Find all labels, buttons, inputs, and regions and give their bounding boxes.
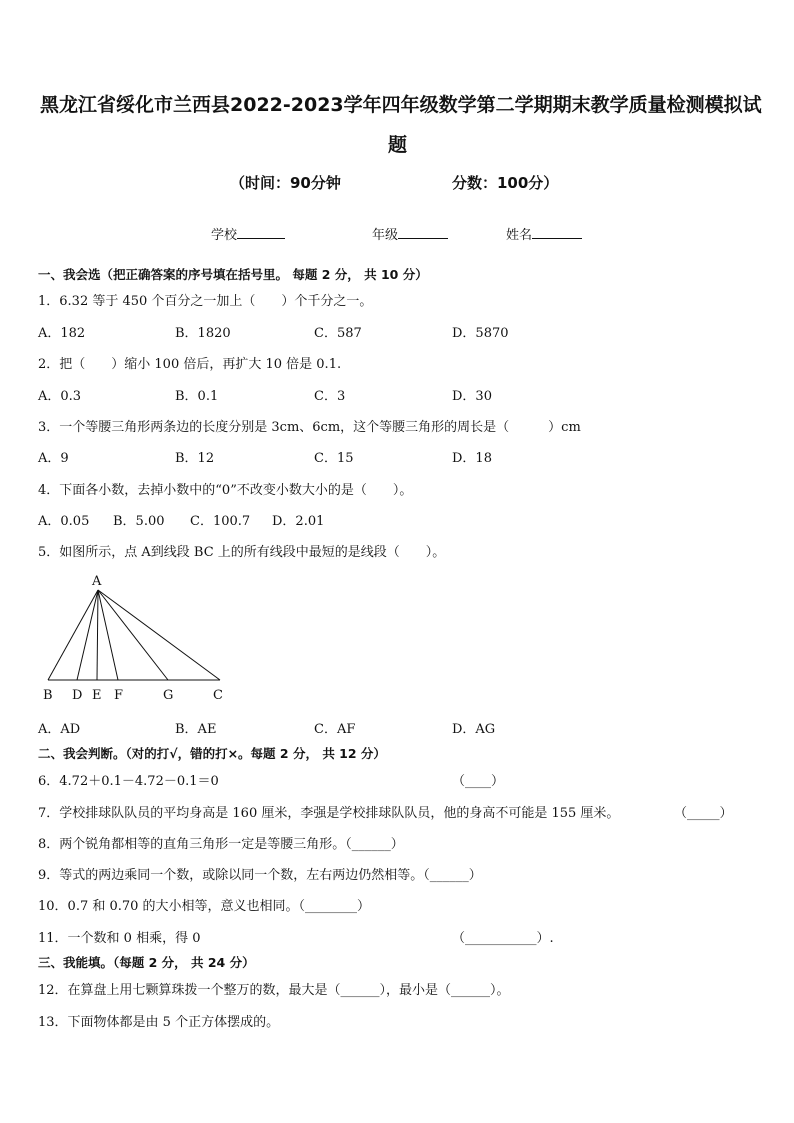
q3-option-a[interactable]: A．9 xyxy=(38,451,69,466)
grade-label: 年级 xyxy=(372,228,399,243)
question-12[interactable]: 12．在算盘上用七颗算珠拨一个整万的数，最大是（______），最小是（______）。 xyxy=(38,983,510,998)
question-8[interactable]: 8．两个锐角都相等的直角三角形一定是等腰三角形。（______） xyxy=(38,837,404,852)
q2-option-b[interactable]: B．0.1 xyxy=(175,389,219,404)
label-f: F xyxy=(114,688,124,703)
page-title-continued: 题 xyxy=(388,134,408,156)
q5-option-b[interactable]: B．AE xyxy=(175,722,217,737)
label-b: B xyxy=(43,688,53,703)
label-a: A xyxy=(92,574,102,589)
section2-heading: 二、我会判断。（对的打√，错的打×。每题 2 分， 共 12 分） xyxy=(38,746,386,761)
exam-score: 分数：100分） xyxy=(452,174,559,192)
q5-option-a[interactable]: A．AD xyxy=(38,722,81,737)
triangle-figure xyxy=(30,568,240,708)
question-9[interactable]: 9．等式的两边乘同一个数，或除以同一个数，左右两边仍然相等。（______） xyxy=(38,868,482,883)
name-blank[interactable] xyxy=(532,225,582,239)
q3-option-c[interactable]: C．15 xyxy=(314,451,354,466)
q4-option-d[interactable]: D．2.01 xyxy=(272,514,325,529)
school-label: 学校 xyxy=(211,228,238,243)
q2-option-a[interactable]: A．0.3 xyxy=(38,389,82,404)
question-4: 4．下面各小数，去掉小数中的“0”不改变小数大小的是（ ）。 xyxy=(38,483,413,498)
q4-option-c[interactable]: C．100.7 xyxy=(190,514,251,529)
section3-heading: 三、我能填。（每题 2 分， 共 24 分） xyxy=(38,955,255,970)
section1-heading: 一、我会选（把正确答案的序号填在括号里。 每题 2 分， 共 10 分） xyxy=(38,267,428,282)
name-field xyxy=(506,224,582,243)
question-5: 5．如图所示，点 A到线段 BC 上的所有线段中最短的是线段（ ）。 xyxy=(38,545,446,560)
q7-answer-blank[interactable]: （_____） xyxy=(674,806,733,821)
label-d: D xyxy=(72,688,83,703)
exam-time: （时间：90分钟 xyxy=(230,174,341,192)
question-11: 11．一个数和 0 相乘，得 0 xyxy=(38,931,201,946)
page-title: 黑龙江省绥化市兰西县2022-2023学年四年级数学第二学期期末教学质量检测模拟试 xyxy=(40,94,762,116)
question-10[interactable]: 10．0.7 和 0.70 的大小相等，意义也相同。（________） xyxy=(38,899,371,914)
q2-option-c[interactable]: C．3 xyxy=(314,389,346,404)
label-e: E xyxy=(92,688,102,703)
q1-option-d[interactable]: D．5870 xyxy=(452,326,509,341)
q1-option-c[interactable]: C．587 xyxy=(314,326,362,341)
q1-option-b[interactable]: B．1820 xyxy=(175,326,231,341)
grade-blank[interactable] xyxy=(398,225,448,239)
q1-option-a[interactable]: A．182 xyxy=(38,326,86,341)
name-label: 姓名 xyxy=(506,228,533,243)
question-7: 7．学校排球队队员的平均身高是 160 厘米，李强是学校排球队队员，他的身高不可能是 155 厘米。 xyxy=(38,806,620,821)
q5-option-c[interactable]: C．AF xyxy=(314,722,356,737)
school-field xyxy=(211,224,285,243)
q3-option-d[interactable]: D．18 xyxy=(452,451,492,466)
label-g: G xyxy=(163,688,174,703)
question-2: 2．把（ ）缩小 100 倍后，再扩大 10 倍是 0.1. xyxy=(38,357,342,372)
segment-ab xyxy=(48,590,98,680)
segment-ae xyxy=(97,590,98,680)
question-3: 3．一个等腰三角形两条边的长度分别是 3cm、6cm，这个等腰三角形的周长是（ ）cm xyxy=(38,420,581,435)
segment-ad xyxy=(77,590,98,680)
q6-answer-blank[interactable]: （____） xyxy=(452,774,505,789)
question-13: 13．下面物体都是由 5 个正方体摆成的。 xyxy=(38,1015,280,1030)
q4-option-b[interactable]: B．5.00 xyxy=(113,514,165,529)
question-1: 1．6.32 等于 450 个百分之一加上（ ）个千分之一。 xyxy=(38,294,373,309)
q5-option-d[interactable]: D．AG xyxy=(452,722,496,737)
grade-field xyxy=(372,224,448,243)
q3-option-b[interactable]: B．12 xyxy=(175,451,215,466)
segment-ac xyxy=(98,590,220,680)
school-blank[interactable] xyxy=(237,225,285,239)
q4-option-a[interactable]: A．0.05 xyxy=(38,514,90,529)
question-6: 6．4.72＋0.1－4.72－0.1＝0 xyxy=(38,774,219,789)
label-c: C xyxy=(213,688,223,703)
q11-answer-blank[interactable]: （___________）. xyxy=(452,931,554,946)
q2-option-d[interactable]: D．30 xyxy=(452,389,492,404)
